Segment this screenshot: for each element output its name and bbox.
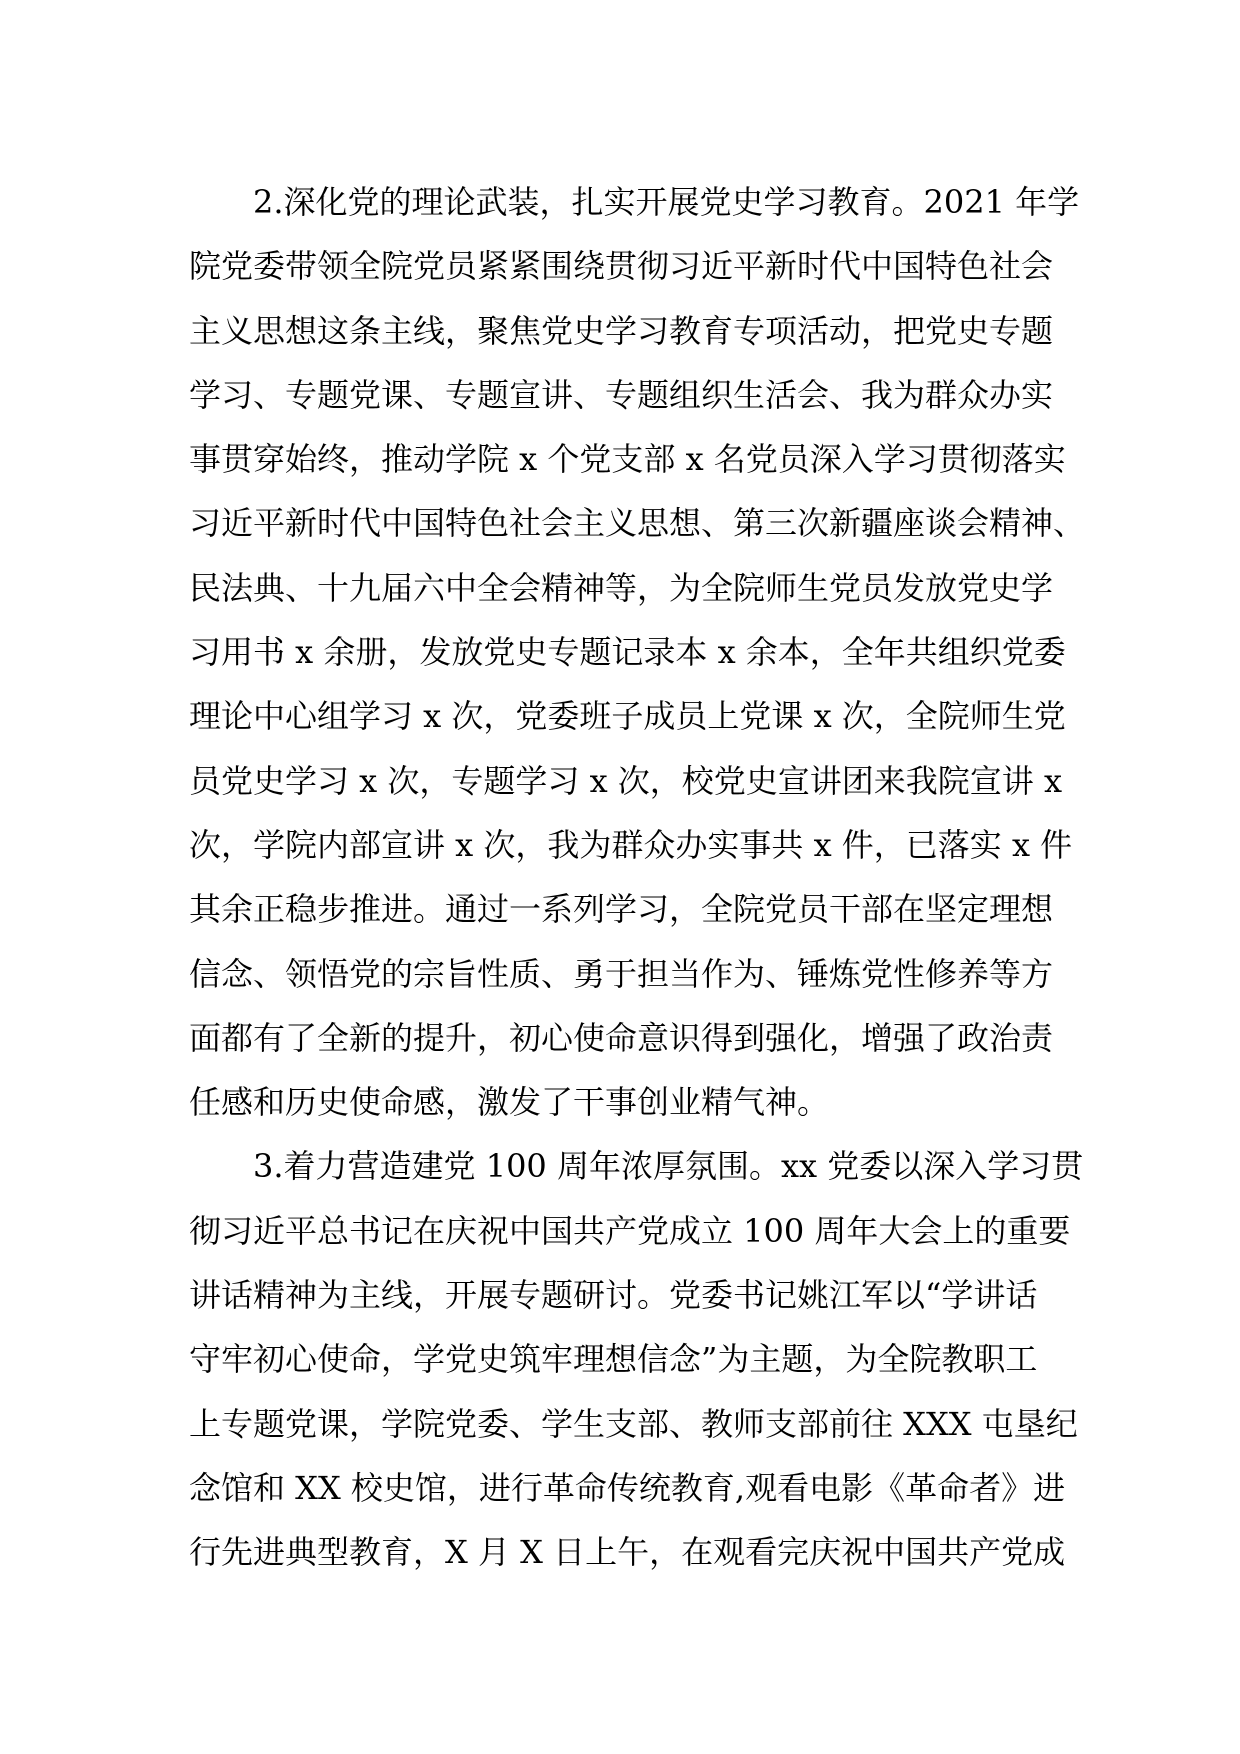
paragraph-line: 理论中心组学习 x 次，党委班子成员上党课 x 次，全院师生党 [189,697,1066,736]
paragraph-line: 3.着力营造建党 100 周年浓厚氛围。xx 党委以深入学习贯 [253,1147,1084,1186]
paragraph-line: 习近平新时代中国特色社会主义思想、第三次新疆座谈会精神、 [189,504,1086,543]
paragraph-line: 彻习近平总书记在庆祝中国共产党成立 100 周年大会上的重要 [189,1211,1071,1250]
paragraph-line: 民法典、十九届六中全会精神等，为全院师生党员发放党史学 [189,568,1054,607]
paragraph-line: 学习、专题党课、专题宣讲、专题组织生活会、我为群众办实 [189,375,1054,414]
paragraph-line: 守牢初心使命，学党史筑牢理想信念”为主题，为全院教职工 [189,1340,1038,1379]
paragraph-line: 主义思想这条主线，聚焦党史学习教育专项活动，把党史专题 [189,311,1054,350]
paragraph-line: 习用书 x 余册，发放党史专题记录本 x 余本，全年共组织党委 [189,633,1066,672]
paragraph-centenary-atmosphere [189,1134,1084,1584]
document-body [189,170,1086,1585]
paragraph-line: 念馆和 XX 校史馆，进行革命传统教育,观看电影《革命者》进 [189,1468,1066,1507]
paragraph-line: 讲话精神为主线，开展专题研讨。党委书记姚江军以“学讲话 [189,1276,1038,1315]
paragraph-line: 行先进典型教育，X 月 X 日上午，在观看完庆祝中国共产党成 [189,1533,1066,1572]
paragraph-line: 院党委带领全院党员紧紧围绕贯彻习近平新时代中国特色社会 [189,247,1054,286]
paragraph-line: 任感和历史使命感，激发了干事创业精气神。 [189,1083,830,1122]
paragraph-line: 面都有了全新的提升，初心使命意识得到强化，增强了政治责 [189,1018,1054,1057]
paragraph-line: 其余正稳步推进。通过一系列学习，全院党员干部在坚定理想 [189,890,1054,929]
paragraph-line: 上专题党课，学院党委、学生支部、教师支部前往 XXX 屯垦纪 [189,1404,1078,1443]
paragraph-line: 事贯穿始终，推动学院 x 个党支部 x 名党员深入学习贯彻落实 [189,440,1066,479]
paragraph-party-theory [189,170,1086,1134]
paragraph-line: 员党史学习 x 次，专题学习 x 次，校党史宣讲团来我院宣讲 x [189,761,1063,800]
paragraph-line: 2.深化党的理论武装，扎实开展党史学习教育。2021 年学 [253,183,1080,221]
paragraph-line: 次，学院内部宣讲 x 次，我为群众办实事共 x 件，已落实 x 件 [189,825,1073,864]
paragraph-line: 信念、领悟党的宗旨性质、勇于担当作为、锤炼党性修养等方 [189,954,1054,993]
